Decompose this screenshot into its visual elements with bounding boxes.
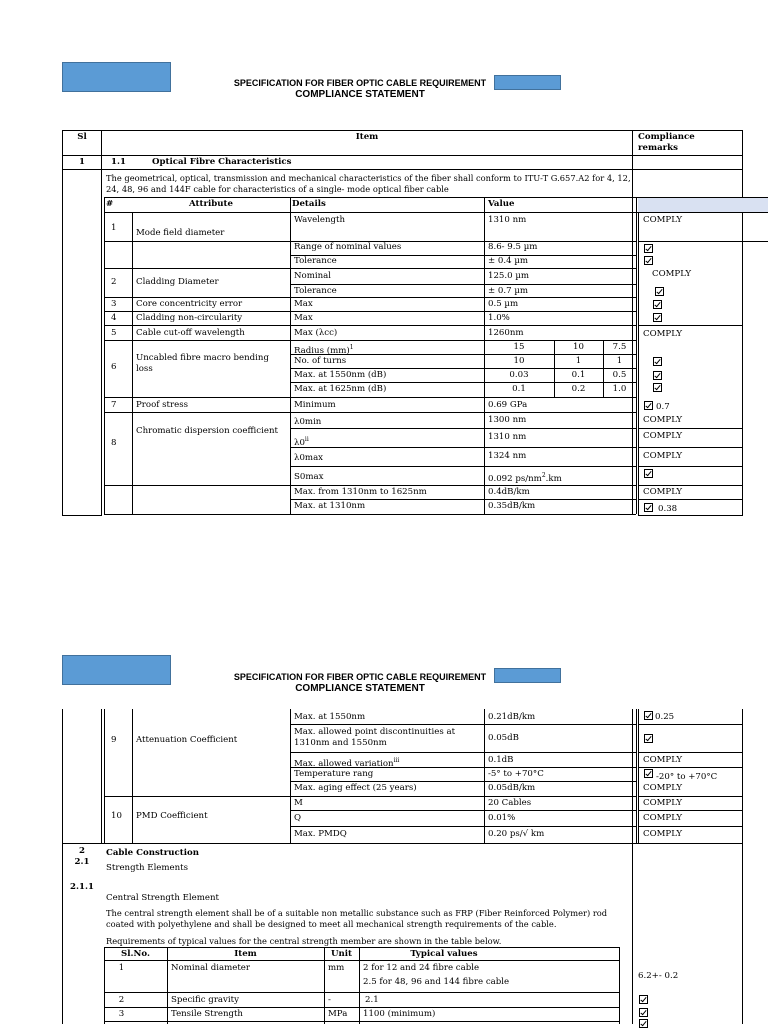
remark-comply: COMPLY [643, 755, 683, 765]
checkbox-checked[interactable] [644, 256, 653, 265]
remark-comply: COMPLY [643, 798, 683, 808]
col-details: Details [292, 199, 326, 209]
checkbox-checked[interactable] [644, 401, 653, 410]
remark-comply: COMPLY [643, 215, 683, 225]
remark-comply: COMPLY [643, 329, 683, 339]
section-number: 2 [79, 846, 85, 856]
paragraph: Requirements of typical values for the central strength member are shown in the table below. [106, 936, 502, 946]
col-value: Value [488, 199, 515, 209]
remark-comply: COMPLY [643, 431, 683, 441]
checkbox-checked[interactable] [639, 1008, 648, 1017]
attr-cladding-noncircularity: Cladding non-circularity [136, 313, 243, 323]
checkbox-checked[interactable] [644, 244, 653, 253]
checkbox-checked[interactable] [653, 357, 662, 366]
remark-value: 0.25 [655, 712, 675, 722]
attr-cladding-diameter: Cladding Diameter [136, 277, 219, 287]
section-number: 2.1 [74, 857, 90, 867]
checkbox-checked[interactable] [644, 769, 653, 778]
attr-chromatic-dispersion: Chromatic dispersion coefficient [136, 426, 278, 436]
attr-proof-stress: Proof stress [136, 400, 189, 410]
attr-macro-bending: Uncabled fibre macro bending loss [136, 353, 269, 374]
checkbox-checked[interactable] [644, 503, 653, 512]
subsection-heading: Strength Elements [106, 863, 189, 873]
remark-comply: COMPLY [643, 813, 683, 823]
section-heading: Optical Fibre Characteristics [152, 157, 292, 167]
attr-mode-field: Mode field diameter [136, 228, 225, 238]
checkbox-checked[interactable] [644, 734, 653, 743]
page-title: SPECIFICATION FOR FIBER OPTIC CABLE REQUIREMENT COMPLIANCE STATEMENT [233, 672, 487, 694]
remark-value: -20° to +70°C [656, 772, 718, 782]
checkbox-checked[interactable] [639, 995, 648, 1004]
remark-value: 6.2+- 0.2 [638, 971, 679, 981]
header-item: Item [355, 132, 379, 142]
remark-comply: COMPLY [643, 487, 683, 497]
remark-value: 0.38 [658, 504, 678, 514]
remark-comply: COMPLY [652, 269, 692, 279]
blue-placeholder-box [62, 62, 171, 92]
checkbox-checked[interactable] [653, 300, 662, 309]
checkbox-checked[interactable] [644, 711, 653, 720]
checkbox-checked[interactable] [653, 383, 662, 392]
checkbox-checked[interactable] [653, 371, 662, 380]
checkbox-checked[interactable] [644, 469, 653, 478]
remark-comply: COMPLY [643, 451, 683, 461]
attr-core-concentricity: Core concentricity error [136, 299, 243, 309]
section-number: 1.1 [111, 157, 126, 167]
paragraph: The central strength element shall be of a suitable non metallic substance such as FRP (Fiber Reinforced Polymer) rod coated with polyethylene and shall be designed to meet all mechanical strength requirements of the cable. [106, 908, 608, 929]
remark-value: 0.7 [656, 402, 670, 412]
remark-comply: COMPLY [643, 783, 683, 793]
section-number: 2.1.1 [70, 882, 94, 892]
blue-placeholder-box [494, 668, 561, 683]
attr-cutoff-wavelength: Cable cut-off wavelength [136, 328, 245, 338]
page-title: SPECIFICATION FOR FIBER OPTIC CABLE REQUIREMENT COMPLIANCE STATEMENT [233, 78, 487, 100]
blue-placeholder-box [494, 75, 561, 90]
section-heading: Cable Construction [106, 848, 199, 858]
col-attribute: Attribute [189, 199, 233, 209]
remark-comply: COMPLY [643, 415, 683, 425]
remark-comply: COMPLY [643, 829, 683, 839]
attr-pmd: PMD Coefficient [136, 811, 208, 821]
header-sl: Sl [77, 132, 87, 142]
row-sl: 1 [79, 157, 85, 167]
subsection-heading: Central Strength Element [106, 893, 219, 903]
col-hash: # [106, 199, 114, 209]
attr-attenuation: Attenuation Coefficient [136, 735, 238, 745]
checkbox-checked[interactable] [655, 287, 664, 296]
blue-placeholder-box [62, 655, 171, 685]
intro-paragraph: The geometrical, optical, transmission and mechanical characteristics of the fiber shall conform to ITU-T G.657.A2 for 4, 12, 24, 48, 96 and 144F cable for characteristics of a single- mode optical fiber cable [106, 173, 631, 194]
header-compliance: Compliance remarks [638, 132, 695, 153]
checkbox-checked[interactable] [653, 313, 662, 322]
